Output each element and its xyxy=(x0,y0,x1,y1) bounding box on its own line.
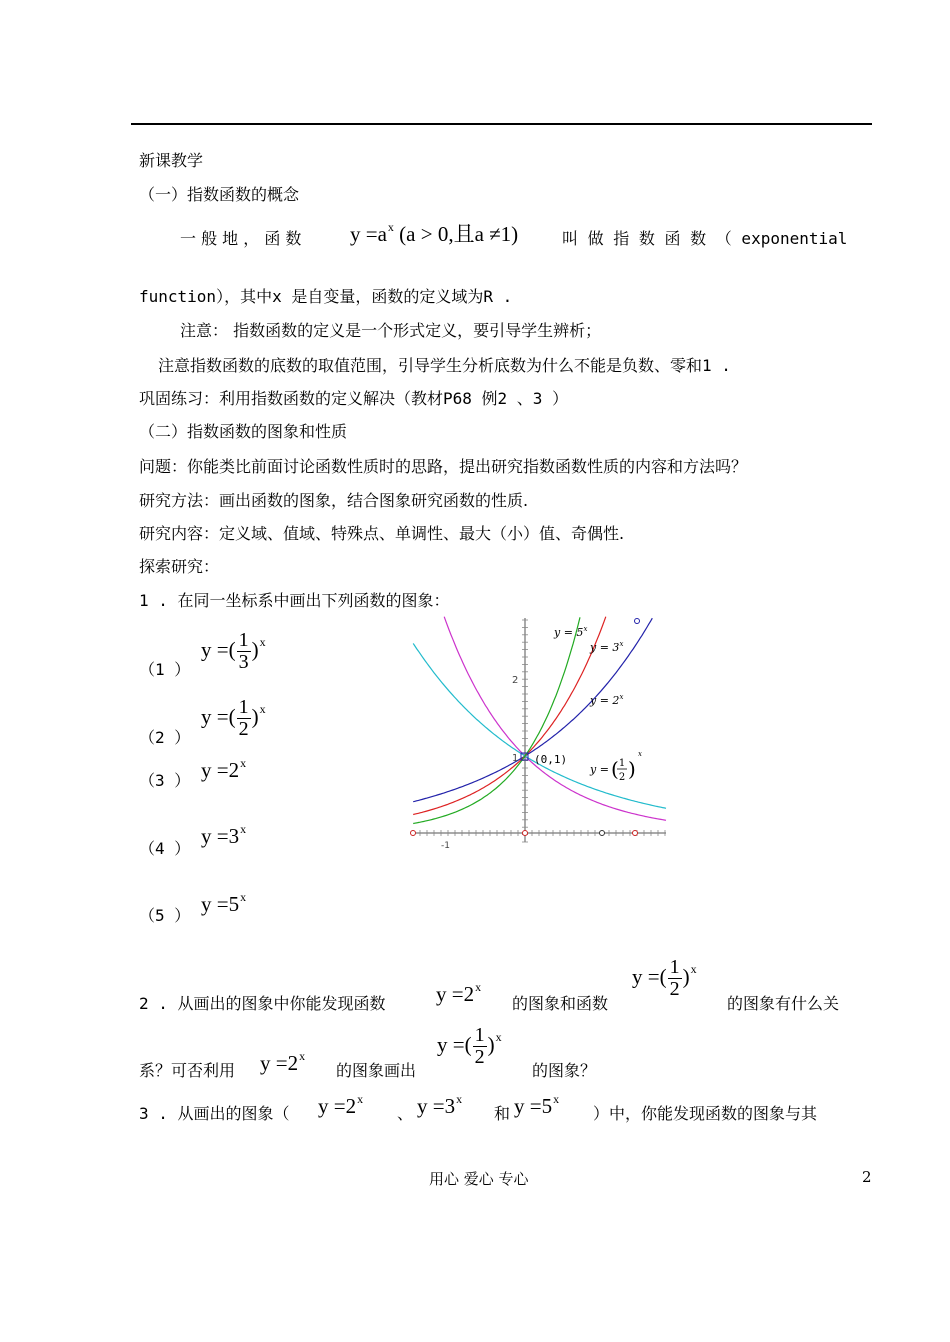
footer-motto: 用心 爱心 专心 xyxy=(429,1170,529,1188)
def-text-b: 叫 做 指 数 函 数 （ exponential xyxy=(562,229,848,248)
svg-text:1: 1 xyxy=(618,758,626,769)
item-4-label: （4 ） xyxy=(139,839,191,858)
subsection-heading-2: （二）指数函数的图象和性质 xyxy=(139,422,348,441)
q3-formula-5x: $y =5^x$ xyxy=(514,1092,560,1118)
item-5-label: （5 ） xyxy=(139,906,191,925)
item-2-label: （2 ） xyxy=(139,728,191,747)
explore-line: 探索研究： xyxy=(139,557,220,576)
question-2-d: 系？可否利用 xyxy=(139,1061,236,1080)
page-number: 2 xyxy=(862,1168,872,1186)
question-3-a: 3 . 从画出的图象（ xyxy=(139,1104,290,1123)
x-marker-b xyxy=(633,831,638,836)
question-2-b: 的图象和函数 xyxy=(512,994,609,1013)
header-rule xyxy=(131,123,872,125)
q3-formula-3x: $y =3^x$ xyxy=(417,1092,463,1118)
item-1-formula: y =( $\frac{1}{3}$ )$^x$ xyxy=(201,629,266,673)
y-tick-2-label: 2 xyxy=(512,675,519,686)
svg-text:): ) xyxy=(628,757,636,781)
q2-formula-2x-b: $y =2^x$ xyxy=(260,1049,306,1075)
x-marker-a xyxy=(600,831,605,836)
label-2x: $y = 2^x$ xyxy=(590,693,624,707)
item-5-formula: $y =5^x$ xyxy=(201,890,247,916)
section-heading: 新课教学 xyxy=(139,151,204,170)
q2-formula-half-b: y =( $\frac{1}{2}$ )$^x$ xyxy=(437,1024,502,1068)
question-3-d: ）中，你能发现函数的图象与其 xyxy=(593,1104,818,1123)
note-1: 注意： 指数函数的定义是一个形式定义，要引导学生辨析； xyxy=(180,321,602,340)
svg-text:y =: y = xyxy=(590,763,609,776)
svg-text:(: ( xyxy=(611,757,619,781)
q2-formula-2x: $y =2^x$ xyxy=(436,980,482,1006)
question-line: 问题：你能类比前面讨论函数性质时的思路，提出研究指数函数性质的内容和方法吗？ xyxy=(139,457,748,476)
y-axis xyxy=(522,618,528,842)
svg-text:2: 2 xyxy=(618,772,626,783)
item-3-formula: $y =2^x$ xyxy=(201,756,247,782)
item-1-label: （1 ） xyxy=(139,660,191,679)
q3-formula-2x: $y =2^x$ xyxy=(318,1092,364,1118)
x-marker-left xyxy=(411,831,416,836)
content-line: 研究内容：定义域、值域、特殊点、单调性、最大（小）值、奇偶性. xyxy=(139,524,625,543)
label-5x: $y = 5^x$ xyxy=(554,625,588,639)
task-1-line: 1 . 在同一坐标系中画出下列函数的图象： xyxy=(139,591,450,610)
def-text-a: 一 般 地 ， 函 数 xyxy=(180,229,302,248)
exponential-graph xyxy=(408,614,670,852)
origin-marker xyxy=(523,831,528,836)
curve-one-third-x xyxy=(444,617,666,821)
question-2-f: 的图象？ xyxy=(532,1061,597,1080)
svg-text:x: x xyxy=(638,750,642,758)
def-text-c: function），其中x 是自变量，函数的定义域为R . xyxy=(139,287,513,306)
question-3-c: 和 xyxy=(494,1104,511,1123)
method-line: 研究方法：画出函数的图象，结合图象研究函数的性质. xyxy=(139,491,529,510)
practice-line: 巩固练习：利用指数函数的定义解决（教材P68 例2 、3 ） xyxy=(139,389,569,408)
question-2-a: 2 . 从画出的图象中你能发现函数 xyxy=(139,994,386,1013)
curve-half-x xyxy=(413,643,666,808)
question-3-b: 、 xyxy=(397,1104,414,1123)
point-label: (0,1) xyxy=(534,753,568,766)
curve-end-marker xyxy=(635,619,640,624)
item-3-label: （3 ） xyxy=(139,771,191,790)
x-axis xyxy=(412,830,666,836)
question-2-c: 的图象有什么关 xyxy=(727,994,840,1013)
x-tick-neg1-label: -1 xyxy=(441,841,450,851)
item-2-formula: y =( $\frac{1}{2}$ )$^x$ xyxy=(201,696,266,740)
item-4-formula: $y =3^x$ xyxy=(201,822,247,848)
note-2: 注意指数函数的底数的取值范围，引导学生分析底数为什么不能是负数、零和1 . xyxy=(158,356,731,375)
label-half-x xyxy=(589,750,642,783)
q2-formula-half: y =( $\frac{1}{2}$ )$^x$ xyxy=(632,956,697,1000)
label-3x: $y = 3^x$ xyxy=(590,640,624,654)
definition-formula: $y =a^x$ (a > 0,且a ≠1) xyxy=(350,220,519,246)
y-tick-1-label: 1 xyxy=(512,753,519,764)
subsection-heading-1: （一）指数函数的概念 xyxy=(139,185,300,204)
question-2-e: 的图象画出 xyxy=(336,1061,417,1080)
